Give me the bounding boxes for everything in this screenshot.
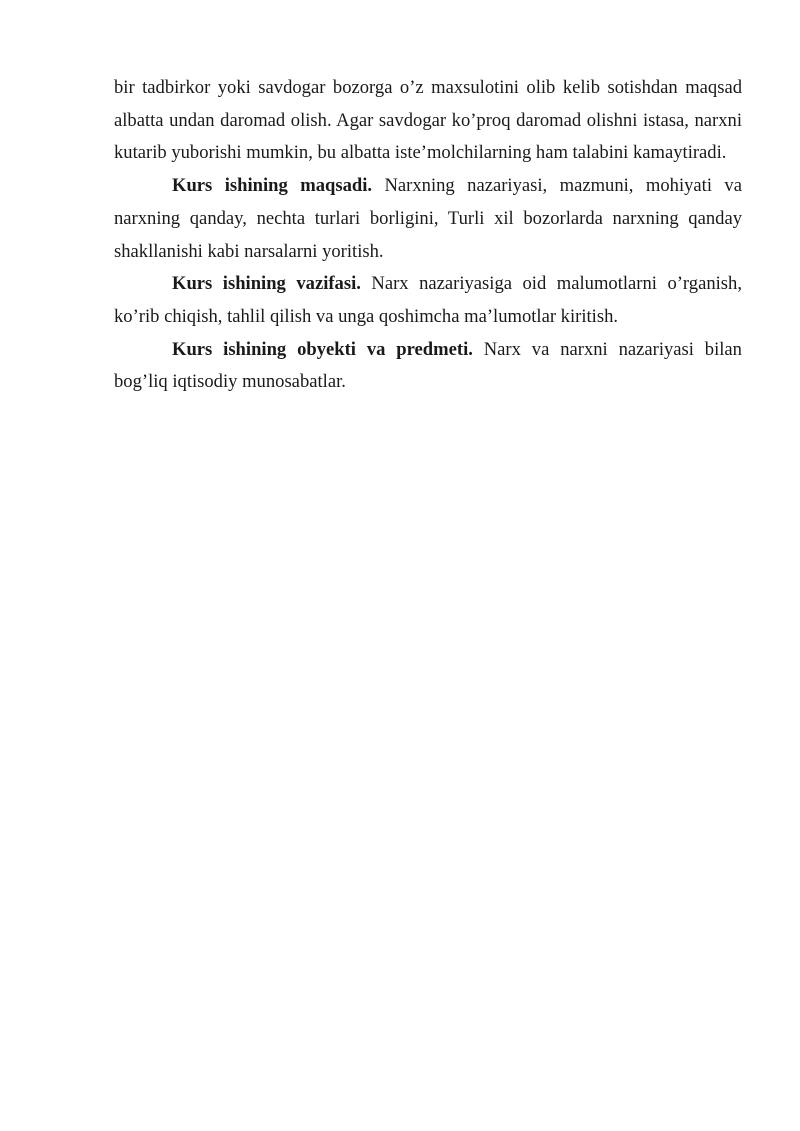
paragraph-course-object bbox=[114, 334, 742, 399]
paragraph-course-goal bbox=[114, 170, 742, 268]
paragraph-text-task: Narx nazariyasiga oid malumotlarni o’rganish, ko’rib chiqish, tahlil qilish va unga qoshimcha ma’lumotlar kiritish. bbox=[114, 273, 742, 327]
paragraph-text-object: Narx va narxni nazariyasi bilan bog’liq iqtisodiy munosabatlar. bbox=[114, 338, 742, 393]
paragraph-text: bir tadbirkor yoki savdogar bozorga o’z maxsulotini olib kelib sotishdan maqsad albatta undan daromad olish. Agar savdogar ko’proq daromad olishni istasa, narxni kutarib yuborishi mumkin, bu albatta iste’molchilarning ham talabini kamaytiradi. bbox=[114, 77, 742, 164]
paragraph-heading-object: Kurs ishining obyekti va predmeti. bbox=[172, 338, 473, 360]
document-body bbox=[114, 72, 742, 399]
paragraph-intro-continuation bbox=[114, 72, 742, 170]
paragraph-heading-goal: Kurs ishining maqsadi. bbox=[172, 175, 373, 197]
paragraph-heading-task: Kurs ishining vazifasi. bbox=[172, 273, 361, 295]
paragraph-text-goal: Narxning nazariyasi, mazmuni, mohiyati va narxning qanday, nechta turlari borligini, Turli xil bozorlarda narxning qanday shakllanishi kabi narsalarni yoritish. bbox=[114, 175, 742, 262]
paragraph-course-task bbox=[114, 268, 742, 333]
